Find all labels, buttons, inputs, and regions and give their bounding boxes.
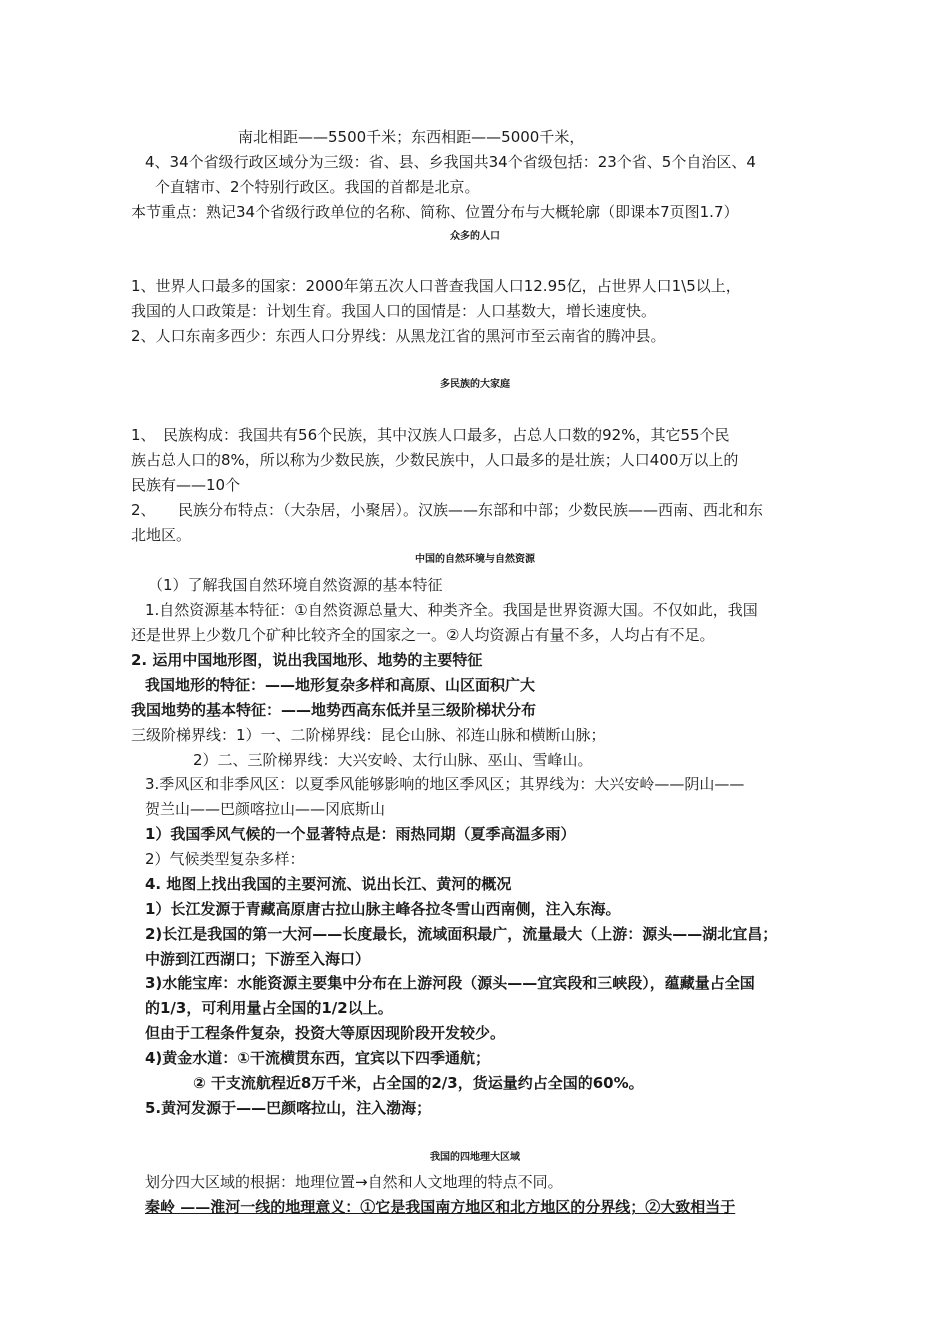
text-line-ethnic-3: 民族有——10个 bbox=[131, 476, 241, 494]
section-heading-regions: 我国的四地理大区域 bbox=[430, 1152, 520, 1163]
text-line-distance: 南北相距——5500千米；东西相距——5000千米， bbox=[238, 128, 585, 146]
text-line-steps-1: 三级阶梯界线：1）一、二阶梯界线：昆仑山脉、祁连山脉和横断山脉； bbox=[131, 726, 606, 744]
section-heading-nature: 中国的自然环境与自然资源 bbox=[415, 554, 535, 565]
text-line-provinces-cont: 个直辖市、2个特别行政区。我国的首都是北京。 bbox=[155, 178, 480, 196]
text-line-steps-2: 2）二、三阶梯界线：大兴安岭、太行山脉、巫山、雪峰山。 bbox=[193, 751, 593, 769]
text-line-yangtze-1: 1）长江发源于青藏高原唐古拉山脉主峰各拉冬雪山西南侧，注入东海。 bbox=[145, 900, 621, 918]
section-heading-ethnic: 多民族的大家庭 bbox=[440, 379, 510, 390]
text-line-terrain-heading: 2. 运用中国地形图，说出我国地形、地势的主要特征 bbox=[131, 651, 483, 669]
text-line-climate-2: 2）气候类型复杂多样： bbox=[145, 850, 305, 868]
text-line-relief-feature: 我国地势的基本特征：——地势西高东低并呈三级阶梯状分布 bbox=[131, 701, 537, 719]
text-line-yellow-river: 5.黄河发源于——巴颜喀拉山，注入渤海； bbox=[145, 1099, 432, 1117]
text-line-monsoon-1: 3.季风区和非季风区：以夏季风能够影响的地区季风区；其界线为：大兴安岭——阴山—— bbox=[145, 775, 745, 793]
text-line-population-3: 2、人口东南多西少：东西人口分界线：从黑龙江省的黑河市至云南省的腾冲县。 bbox=[131, 327, 666, 345]
text-line-nature-3: 还是世界上少数几个矿种比较齐全的国家之一。②人均资源占有量不多，人均占有不足。 bbox=[131, 626, 715, 644]
text-line-ethnic-4: 2、 民族分布特点：（大杂居，小聚居）。汉族——东部和中部；少数民族——西南、西北和东 bbox=[131, 501, 764, 519]
text-line-ethnic-1: 1、 民族构成：我国共有56个民族，其中汉族人口最多，占总人口数的92%，其它55个民 bbox=[131, 426, 730, 444]
text-line-ethnic-2: 族占总人口的8%，所以称为少数民族，少数民族中，人口最多的是壮族；人口400万以上的 bbox=[131, 451, 739, 469]
text-line-yangtze-8: ② 干支流航程近8万千米，占全国的2/3，货运量约占全国的60%。 bbox=[193, 1074, 644, 1092]
text-line-nature-2: 1.自然资源基本特征：①自然资源总量大、种类齐全。我国是世界资源大国。不仅如此，我国 bbox=[145, 601, 758, 619]
text-line-yangtze-7: 4)黄金水道：①干流横贯东西，宜宾以下四季通航； bbox=[145, 1049, 490, 1067]
text-line-yangtze-5: 的1/3，可利用量占全国的1/2以上。 bbox=[145, 999, 393, 1017]
text-line-terrain-feature: 我国地形的特征：——地形复杂多样和高原、山区面积广大 bbox=[145, 676, 536, 694]
text-line-rivers-heading: 4. 地图上找出我国的主要河流、说出长江、黄河的概况 bbox=[145, 875, 512, 893]
text-line-nature-1: （1）了解我国自然环境自然资源的基本特征 bbox=[148, 576, 443, 594]
section-heading-population: 众多的人口 bbox=[450, 231, 500, 242]
text-line-regions-2: 秦岭 ——淮河一线的地理意义：①它是我国南方地区和北方地区的分界线；②大致相当于 bbox=[145, 1198, 736, 1216]
text-line-provinces: 4、34个省级行政区域分为三级：省、县、乡我国共34个省级包括：23个省、5个自治区、4 bbox=[145, 153, 756, 171]
text-line-yangtze-2: 2)长江是我国的第一大河——长度最长，流域面积最广，流量最大（上游：源头——湖北宜昌； bbox=[145, 925, 778, 943]
text-line-yangtze-3: 中游到江西湖口；下游至入海口） bbox=[145, 950, 371, 968]
text-line-monsoon-2: 贺兰山——巴颜喀拉山——冈底斯山 bbox=[145, 800, 386, 818]
text-line-population-2: 我国的人口政策是：计划生育。我国人口的国情是：人口基数大，增长速度快。 bbox=[131, 302, 657, 320]
text-line-population-1: 1、世界人口最多的国家：2000年第五次人口普查我国人口12.95亿，占世界人口1\5以上， bbox=[131, 277, 741, 295]
text-line-yangtze-4: 3)水能宝库：水能资源主要集中分布在上游河段（源头——宜宾段和三峡段），蕴藏量占全国 bbox=[145, 974, 755, 992]
text-line-ethnic-5: 北地区。 bbox=[131, 526, 192, 544]
text-line-climate-1: 1）我国季风气候的一个显著特点是：雨热同期（夏季高温多雨） bbox=[145, 825, 576, 843]
text-line-yangtze-6: 但由于工程条件复杂，投资大等原因现阶段开发较少。 bbox=[145, 1024, 506, 1042]
text-line-key-point: 本节重点：熟记34个省级行政单位的名称、简称、位置分布与大概轮廓（即课本7页图1.7） bbox=[131, 203, 739, 221]
text-line-regions-1: 划分四大区域的根据：地理位置→自然和人文地理的特点不同。 bbox=[145, 1173, 563, 1191]
